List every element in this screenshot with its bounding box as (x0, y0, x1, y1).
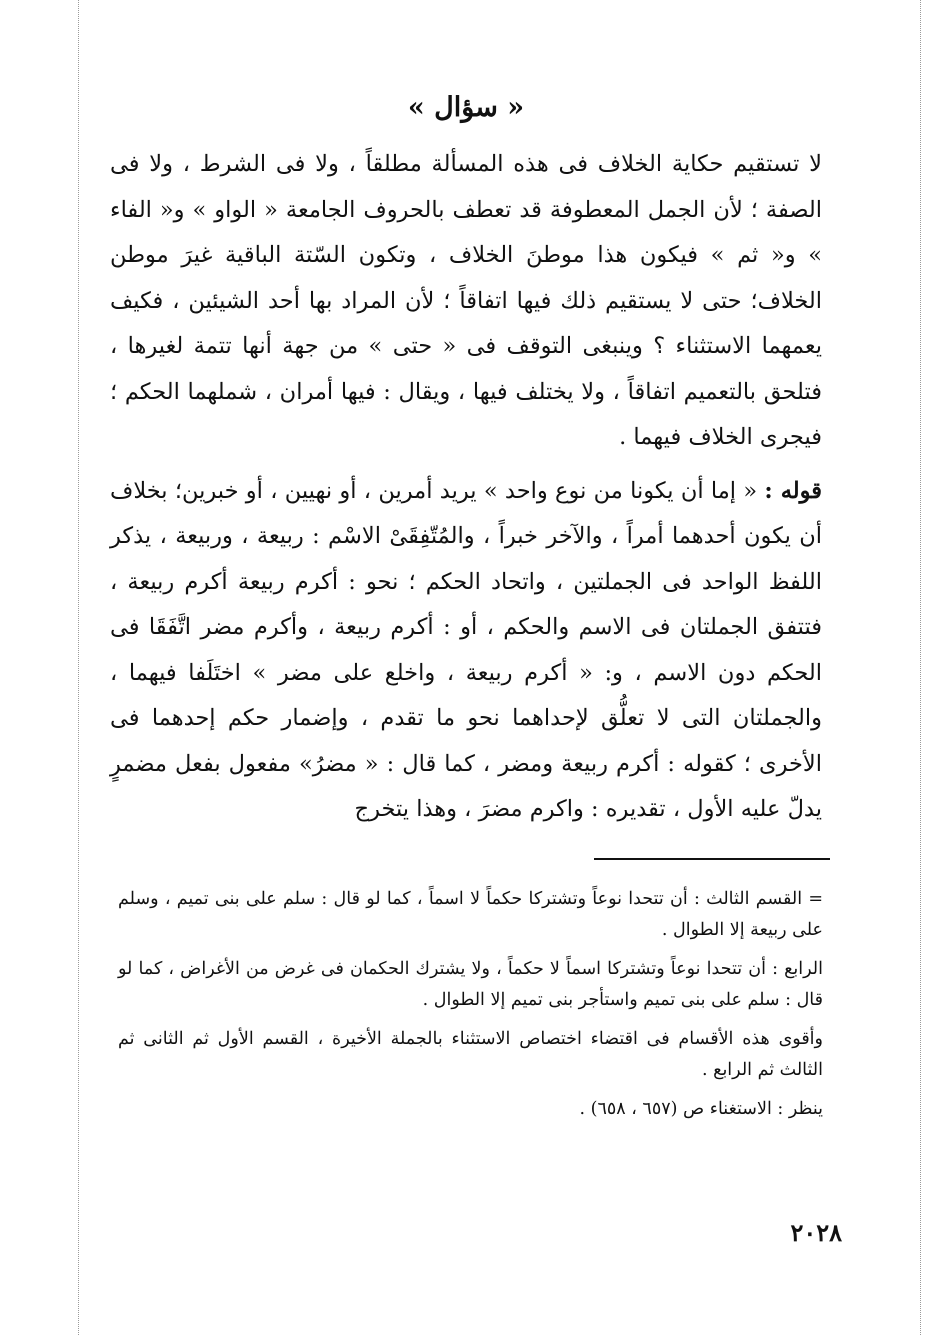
paragraph-1 (110, 142, 822, 461)
left-edge-dots (78, 0, 79, 1335)
page-title: « سؤال » (407, 92, 525, 123)
page-number: ٢٠٢٨ (790, 1218, 842, 1247)
main-text (110, 88, 822, 833)
footnote-3: وأقوى هذه الأقسام فى اقتضاء اختصاص الاستثناء بالجملة الأخيرة ، القسم الأول ثم الثانى ثم الثالث ثم الرابع . (118, 1029, 823, 1080)
paragraph-2-text: « إما أن يكونا من نوع واحد » يريد أمرين ، أو نهيين ، أو خبرين؛ بخلاف أن يكون أحدهما أمراً ، والآخر خبراً ، والمُتّفِقَىْ الاسْم : ربيعة ، وربيعة ، يذكر اللفظ الواحد فى الجملتين ، واتحاد الحكم ؛ نحو : أكرم ربيعة أكرم ربيعة ، فتتفق الجملتان فى الاسم والحكم ، أو : أكرم ربيعة ، وأكرم مضر اتَّفَقَا فى الحكم دون الاسم ، و: « أكرم ربيعة ، واخلع على مضر » اختَلَفا فيهما ، والجملتان التى لا تعلُّق لإحداهما نحو ما تقدم ، وإضمار حكم إحدهما فى الأخرى ؛ كقوله : أكرم ربيعة ومضر ، كما قال : « مضرُ» مفعول بفعل مضمرٍ يدلّ عليه الأول ، تقديره : واكرم مضرَ ، وهذا يتخرج (110, 477, 822, 822)
footnotes (118, 884, 823, 1133)
footnote-4: ينظر : الاستغناء ص (٦٥٧ ، ٦٥٨) . (579, 1099, 823, 1119)
right-edge-dots (920, 0, 921, 1335)
footnote-1: = القسم الثالث : أن تتحدا نوعاً وتشتركا حكماً لا اسماً ، كما لو قال : سلم على بنى تميم ، وسلم على ربيعة إلا الطوال . (118, 889, 823, 940)
paragraph-1-text: لا تستقيم حكاية الخلاف فى هذه المسألة مطلقاً ، ولا فى الشرط ، ولا فى الصفة ؛ لأن الجمل المعطوفة قد تعطف بالحروف الجامعة « الواو » و« الفاء » و« ثم » فيكون هذا موطنَ الخلاف ، وتكون السّتة الباقية غيرَ موطن الخلاف؛ حتى لا يستقيم ذلك فيها اتفاقاً ؛ لأن المراد بها أحد الشيئين ، فكيف يعمهما الاستثناء ؟ وينبغى التوقف فى « حتى » من جهة أنها تتمة لغيرها ، فتلحق بالتعميم اتفاقاً ، ولا يختلف فيها ، ويقال : فيها أمران ، شملهما الحكم ؛ فيجرى الخلاف فيهما . (110, 151, 823, 450)
footnote-separator (594, 858, 830, 860)
footnote-2: الرابع : أن تتحدا نوعاً وتشتركا اسماً لا حكماً ، ولا يشترك الحكمان فى غرض من الأغراض ، كما لو قال : سلم على بنى تميم واستأجر بنى تميم إلا الطوال . (118, 959, 823, 1010)
paragraph-2-lead: قوله : (764, 477, 823, 504)
paragraph-2 (110, 469, 822, 833)
